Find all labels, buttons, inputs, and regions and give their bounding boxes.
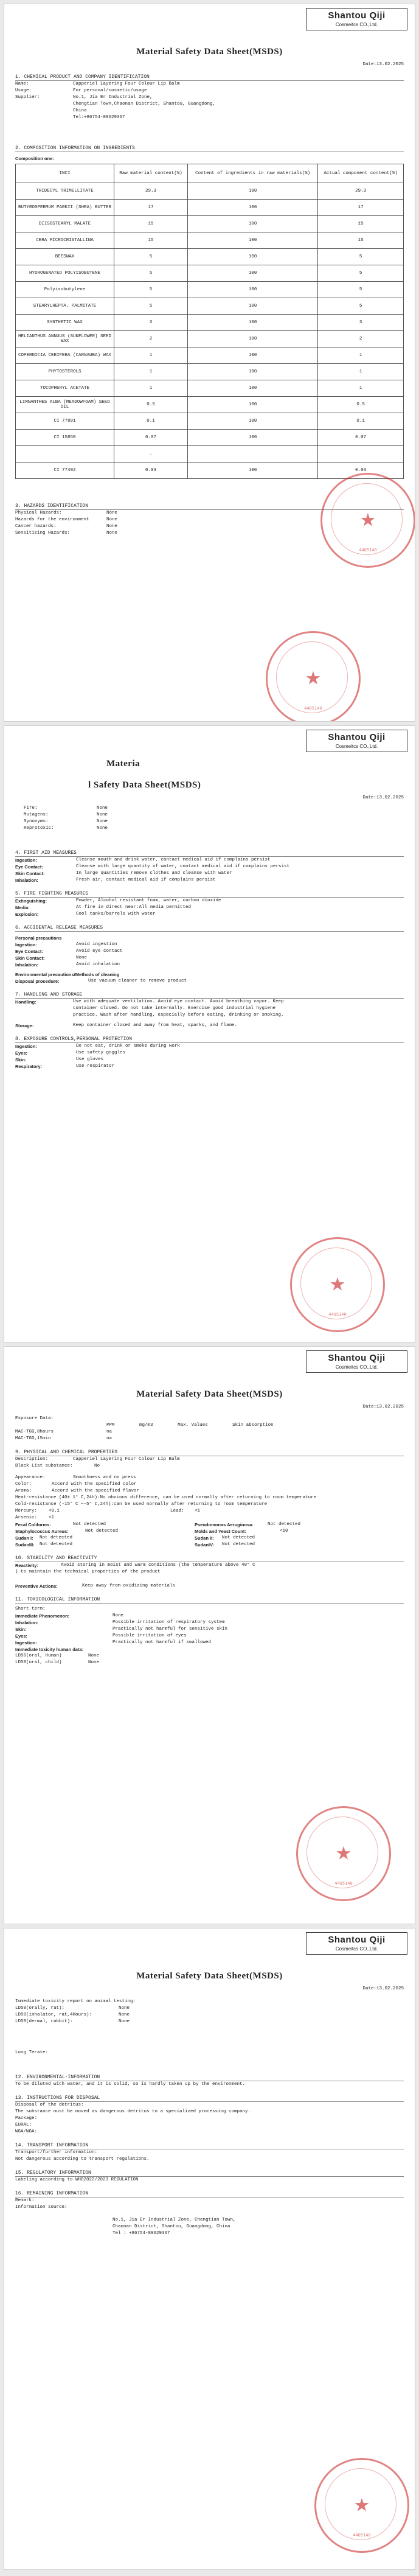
table-cell: 100 (187, 265, 317, 282)
table-cell: 0.5 (114, 397, 188, 413)
list-item: LD50(inhalator, rat,4Hours): None (15, 2012, 130, 2017)
disposal-row: Disposal procedure: Use vacuum cleaner to remove product (15, 979, 187, 984)
table-cell: TRIDECYL TRIMELLITATE (16, 183, 114, 200)
page-title: Material Safety Data Sheet(MSDS) (136, 1389, 283, 1399)
list-item: Extinguishing: Powder, Alcohol resistant foam, water, carbon dioxide (15, 898, 221, 904)
section-1-heading: 1. CHEMICAL PRODUCT AND COMPANY IDENTIFICATION (15, 74, 404, 81)
table-cell: 2 (318, 331, 404, 347)
list-item: Media: At fire in direct near:All media permitted (15, 905, 192, 910)
fecal-row: Fecal Coliforms: Not detected Pseudomonas Aeruginosa: Not detected (15, 1522, 301, 1527)
table-cell: 15 (318, 216, 404, 232)
table-cell: 100 (187, 249, 317, 265)
list-item: Ingestion: Practically not harmful if swallowed (15, 1640, 212, 1646)
section-2-heading: 2. COMPOSITION INFORMATION ON INGREDIENTS (15, 145, 404, 152)
table-cell: 100 (187, 331, 317, 347)
table-cell: 15 (318, 232, 404, 249)
personal-precautions-label: Personal precautions (15, 935, 62, 941)
page-title: Material Safety Data Sheet(MSDS) (136, 1971, 283, 1981)
table-cell: 100 (187, 232, 317, 249)
table-row (16, 232, 404, 249)
list-item: Skin: Use gloves (15, 1057, 104, 1063)
section-10-heading: 10. STABILITY AND REACTIVITY (15, 1555, 404, 1562)
page-title-fragment: Materia (106, 759, 140, 769)
company-seal: ★ 4405140 (314, 2458, 409, 2553)
logo-sub: Cosmeitcs CO.,Ltd. (335, 22, 378, 27)
list-item: Explosion: Cool tanks/barrels with water (15, 912, 156, 917)
table-cell: 5 (114, 265, 188, 282)
table-row (16, 315, 404, 331)
table-cell: 0.03 (318, 462, 404, 479)
immediate-toxicity-label: Immediate toxicity human data: (15, 1647, 84, 1652)
usage-row: Usage: For personal/cosmetic/usage (15, 88, 147, 93)
table-header-row (16, 164, 404, 183)
hazard-row: Reprotoxic: None (24, 826, 108, 831)
page-1 (4, 4, 415, 722)
section-4-heading: 4. FIRST AID MEASURES (15, 850, 404, 857)
supplier-row: Supplier: No.1, Jia Er Industrial Zone, Chengtian Town,Chaonan District, Shantou, Guangdong, China Tel:+86754-89629367 (15, 95, 216, 120)
section-8-heading: 8. EXPOSURE CONTROLS,PERSONAL PROTECTION (15, 1036, 404, 1043)
header-raw: Raw material content(%) (114, 164, 188, 183)
section-13-heading: 13. INSTRUCTIONS FOR DISPOSAL (15, 2095, 404, 2102)
section-6-heading: 6. ACCIDENTAL RELEASE MEASURES (15, 925, 404, 932)
section-7-heading: 7. HANDLING AND STORAGE (15, 992, 404, 999)
table-cell: 100 (187, 364, 317, 380)
section-15-heading: 15. REGULATORY INFORMATION (15, 2170, 404, 2177)
logo-name: Shantou Qiji (328, 1353, 386, 1363)
company-seal: ★ 4405140 (266, 631, 361, 722)
hazard-row: Physical Hazards: None (15, 511, 118, 515)
staph-row: Staphylococcus Aureus: Not detected Molds and Yeast Count: <10 (15, 1529, 288, 1534)
table-cell: 1 (318, 347, 404, 364)
company-seal: ★ 4405140 (320, 473, 415, 568)
list-item: Eyes: Possible irritation of eyes (15, 1633, 187, 1639)
composition-label: Composition one: (15, 156, 54, 161)
doc-date: Date:13.02.2025 (362, 62, 404, 67)
list-item: Respiratory: Use respirator (15, 1064, 115, 1069)
table-cell: CI 77492 (16, 462, 114, 479)
table-cell: 1 (318, 380, 404, 397)
long-term-label: Long Terate: (15, 2050, 49, 2055)
disposal-info: The substance must be moved as dangerous detritus to a specialized processing company. (15, 2109, 251, 2114)
table-cell: 5 (318, 298, 404, 315)
logo-sub: Cosmeitcs CO.,Ltd. (335, 1364, 378, 1370)
table-row (16, 249, 404, 265)
table-cell (187, 446, 317, 462)
table-cell: CERA MICROCRISTALLINA (16, 232, 114, 249)
arsenic-row: Arsenic: <1 (15, 1515, 55, 1520)
list-item: LD50(dermal, rabbit): None (15, 2019, 130, 2024)
exposure-data-label: Exposure Data: (15, 1416, 54, 1421)
table-cell: CI 15850 (16, 430, 114, 446)
hazard-row: Synonyms: None (24, 819, 108, 824)
table-row (16, 282, 404, 298)
table-row (16, 265, 404, 282)
mac-row: MAC-TGG,15min na (15, 1436, 113, 1441)
table-cell: 3 (318, 315, 404, 331)
sudan-row: Sudan I: Not detected Sudan II: Not detected (15, 1535, 255, 1541)
table-cell: 17 (318, 200, 404, 216)
table-cell: Polyisobutylene (16, 282, 114, 298)
heat-resistance: Heat-resistance (40± 1° C,24h):No obvious difference, can be used normally after returning to room temperature (15, 1495, 317, 1500)
table-cell: 17 (114, 200, 188, 216)
ld50-row: LD50(oral, Human) None (15, 1653, 100, 1658)
storage-row: Storage: Keep container closed and away from heat, sparks, and flame. (15, 1023, 238, 1028)
table-cell: 1 (114, 347, 188, 364)
table-cell: 0.07 (318, 430, 404, 446)
information-source-label: Information source: (15, 2205, 68, 2210)
page-title: Material Safety Data Sheet(MSDS) (136, 47, 283, 57)
table-cell: 2 (114, 331, 188, 347)
list-item: Skin Contact: In large quantities remove clothes and cleanse with water (15, 871, 232, 876)
table-row (16, 183, 404, 200)
company-logo (306, 1932, 407, 1955)
table-row (16, 200, 404, 216)
list-item: Ingestion: Do not eat, drink or smoke during work (15, 1044, 181, 1049)
table-cell: 5 (318, 265, 404, 282)
table-cell: TOCOPHERYL ACETATE (16, 380, 114, 397)
regulatory-info: Labeling according to WHO2022/2023 REGULATION (15, 2177, 139, 2182)
hazard-row: Hazards for the environment None (15, 517, 118, 522)
section-5-heading: 5. FIRE FIGHTING MEASURES (15, 891, 404, 898)
table-cell: 1 (318, 364, 404, 380)
table-cell: 5 (114, 282, 188, 298)
table-cell: HELIANTHUS ANNUUS (SUNFLOWER) SEED WAX (16, 331, 114, 347)
short-term-label: Short term: (15, 1607, 46, 1611)
logo-sub: Cosmeitcs CO.,Ltd. (335, 744, 378, 749)
table-cell: 100 (187, 347, 317, 364)
table-cell: 100 (187, 430, 317, 446)
sudan-row: SudanIII: Not detected SudanIV: Not detected (15, 1542, 255, 1548)
page-title: l Safety Data Sheet(MSDS) (88, 780, 201, 790)
package-label: Package: (15, 2116, 38, 2121)
header-content: Content of ingredients in raw materials(%) (187, 164, 317, 183)
list-item: Skin Contact: None (15, 955, 88, 961)
section-11-heading: 11. TOXICOLOGICAL INFORMATION (15, 1597, 404, 1604)
list-item: Eye Contact: Avoid eye contact (15, 949, 123, 954)
section-9-heading: 9. PHYSICAL AND CHEMICAL PROPERTIES (15, 1450, 404, 1456)
page-3 (4, 1346, 415, 1924)
company-logo (306, 1350, 407, 1373)
table-cell: 5 (114, 298, 188, 315)
logo-name: Shantou Qiji (328, 10, 386, 21)
table-cell: 100 (187, 200, 317, 216)
table-row (16, 216, 404, 232)
section-16-heading: 16. REMAINING INFORMATION (15, 2191, 404, 2197)
table-cell: 100 (187, 397, 317, 413)
table-cell: 1 (114, 364, 188, 380)
logo-name: Shantou Qiji (328, 732, 386, 742)
logo-name: Shantou Qiji (328, 1935, 386, 1945)
hazard-row: Fire: None (24, 806, 108, 811)
eural-label: EURAL: (15, 2123, 32, 2127)
color-row: Color: Accord with the specified color (15, 1482, 137, 1487)
blacklist-row: Black List substance: No (15, 1464, 100, 1468)
ld50-row: LD50(oral, child) None (15, 1660, 100, 1665)
table-row (16, 446, 404, 462)
table-cell: 1 (114, 380, 188, 397)
table-cell: 100 (187, 183, 317, 200)
preventive-row: Preventive Actions: Keep away from oxidizing materials (15, 1583, 176, 1589)
transport-label: Transport/further information: (15, 2150, 98, 2155)
table-cell: 29.3 (318, 183, 404, 200)
hazard-row: Mutagens: None (24, 812, 108, 817)
list-item: Inhalation: Possible irritation of respiratory system (15, 1620, 225, 1625)
mercury-lead-row: Mercury: <0.1 Lead: <1 (15, 1509, 201, 1513)
section-14-heading: 14. TRANSPORT INFORMATION (15, 2143, 404, 2149)
environmental-info: To be diluted with water, and it is solid, so is hardly taken up by the environment. (15, 2082, 246, 2087)
list-item: Inhalation: Fresh air, contact medical aid if complains persist (15, 878, 216, 883)
table-row (16, 298, 404, 315)
table-cell: SYNTHETIC WAX (16, 315, 114, 331)
list-item: Skin: Practically not harmful for sensitive skin (15, 1627, 228, 1632)
table-cell: CI 77891 (16, 413, 114, 430)
table-cell: BUTYROSPERMUM PARKII (SHEA) BUTTER (16, 200, 114, 216)
table-cell: 5 (318, 282, 404, 298)
reactivity-row: Reactivity: Avoid storing in moist and warm conditions (the temperature above 40° C (15, 1563, 255, 1568)
table-row (16, 331, 404, 347)
aroma-row: Aroma: Accord with the specified flavor (15, 1489, 140, 1493)
page-4 (4, 1928, 415, 2570)
table-cell: 0.1 (114, 413, 188, 430)
table-cell: 0.07 (114, 430, 188, 446)
table-cell: 5 (318, 249, 404, 265)
hazard-row: Cancer hazards: None (15, 524, 118, 529)
table-cell: LIMNANTHES ALBA (MEADOWFOAM) SEED OIL (16, 397, 114, 413)
table-cell: 100 (187, 282, 317, 298)
table-cell: STEARYLHEPTA. PALMITATE (16, 298, 114, 315)
table-cell: 100 (187, 413, 317, 430)
composition-table (15, 164, 404, 479)
table-cell: 0.5 (318, 397, 404, 413)
doc-date: Date:13.02.2025 (362, 1986, 404, 1991)
reactivity-continued: ) to maintain the technical properties of the product (15, 1569, 161, 1574)
table-cell: DIISOSTEARYL MALATE (16, 216, 114, 232)
product-name-row: Name: Capperiel Layering Four Colour Lip Balm (15, 82, 180, 86)
handling-row: Handling: Use with adequate ventilation. Avoid eye contact. Avoid breathing vapor. Keep container closed. Do not take internally. Exercise good industrial hygiene practice. Wash after handling, especially before eating, drinking or smoking. (15, 999, 284, 1017)
table-row (16, 413, 404, 430)
hazard-row: Sensitizing Hazards: None (15, 531, 118, 536)
mac-row: MAC-TGG,8hours na (15, 1429, 113, 1434)
exposure-columns: PPM mg/m3 Max. Values Skin absorption (106, 1423, 274, 1428)
list-item: Ingestion: Cleanse mouth and drink water, contact medical aid if complains persist (15, 857, 271, 863)
environmental-precautions-label: Environmental precautions/Methods of cleaning (15, 972, 120, 977)
table-cell: BEESWAX (16, 249, 114, 265)
section-12-heading: 12. ENVIRONMENTAL-INFORMATION (15, 2075, 404, 2081)
table-cell (318, 446, 404, 462)
table-cell (16, 446, 114, 462)
table-cell: PHYTOSTEROLS (16, 364, 114, 380)
table-row (16, 364, 404, 380)
list-item: Inhalation: Avoid inhalation (15, 962, 120, 968)
cold-resistance: Cold-resistance (-15° C ~-5° C,24h):can be used normally after returning to room temperature (15, 1502, 268, 1507)
table-row (16, 462, 404, 479)
remark-label: Remark: (15, 2198, 35, 2203)
company-address: No.1, Jia Er Industrial Zone, Chengtian Town, Chaonan District, Shantou, Guangdong, China Tel : +86754-89629367 (113, 2218, 236, 2236)
list-item: Ingestion: Avoid ingestion (15, 942, 117, 948)
table-row (16, 430, 404, 446)
list-item: Immediate Phenomenon: None (15, 1613, 124, 1619)
company-seal: ★ 4405140 (290, 1237, 385, 1332)
table-cell: 100 (187, 380, 317, 397)
animal-testing-label: Immediate toxicity report on animal testing: (15, 1999, 136, 2004)
table-cell: 15 (114, 216, 188, 232)
table-cell: 15 (114, 232, 188, 249)
transport-info: Not dangerous according to transport regulations. (15, 2157, 150, 2162)
section-3-heading: 3. HAZARDS IDENTIFICATION (15, 503, 404, 510)
wga-label: WGA/WGA: (15, 2129, 38, 2134)
list-item: Eye Contact: Cleanse with large quantity of water, contact medical aid if complains persist (15, 864, 290, 870)
company-logo (306, 8, 407, 30)
table-cell: 3 (114, 315, 188, 331)
doc-date: Date:13.02.2025 (362, 1405, 404, 1409)
table-row (16, 347, 404, 364)
description-row: Description: Capperiel Layering Four Colour Lip Balm (15, 1457, 180, 1462)
table-row (16, 380, 404, 397)
table-cell: 0.03 (114, 462, 188, 479)
table-cell: COPERNICIA CERIFERA (CARNAUBA) WAX (16, 347, 114, 364)
table-cell: 100 (187, 315, 317, 331)
table-cell: 5 (114, 249, 188, 265)
table-cell: 29.3 (114, 183, 188, 200)
appearance-row: Appearance: Smoothness and no press (15, 1475, 136, 1480)
logo-sub: Cosmeitcs CO.,Ltd. (335, 1946, 378, 1952)
doc-date: Date:13.02.2025 (362, 795, 404, 800)
list-item: LD50(orally, rat): None (15, 2006, 130, 2011)
table-cell: 100 (187, 298, 317, 315)
header-actual: Actual component content(%) (318, 164, 404, 183)
disposal-label: Disposal of the detritus: (15, 2103, 84, 2107)
table-cell: 100 (187, 462, 317, 479)
company-logo (306, 730, 407, 752)
table-cell: . (114, 446, 188, 462)
company-seal: ★ 4405140 (296, 1806, 391, 1901)
table-cell: HYDROGENATED POLYISOBUTENE (16, 265, 114, 282)
page-2 (4, 725, 415, 1342)
header-inci: INCI (16, 164, 114, 183)
table-cell: 100 (187, 216, 317, 232)
table-cell: 0.1 (318, 413, 404, 430)
list-item: Eyes: Use safety goggles (15, 1050, 126, 1056)
table-row (16, 397, 404, 413)
